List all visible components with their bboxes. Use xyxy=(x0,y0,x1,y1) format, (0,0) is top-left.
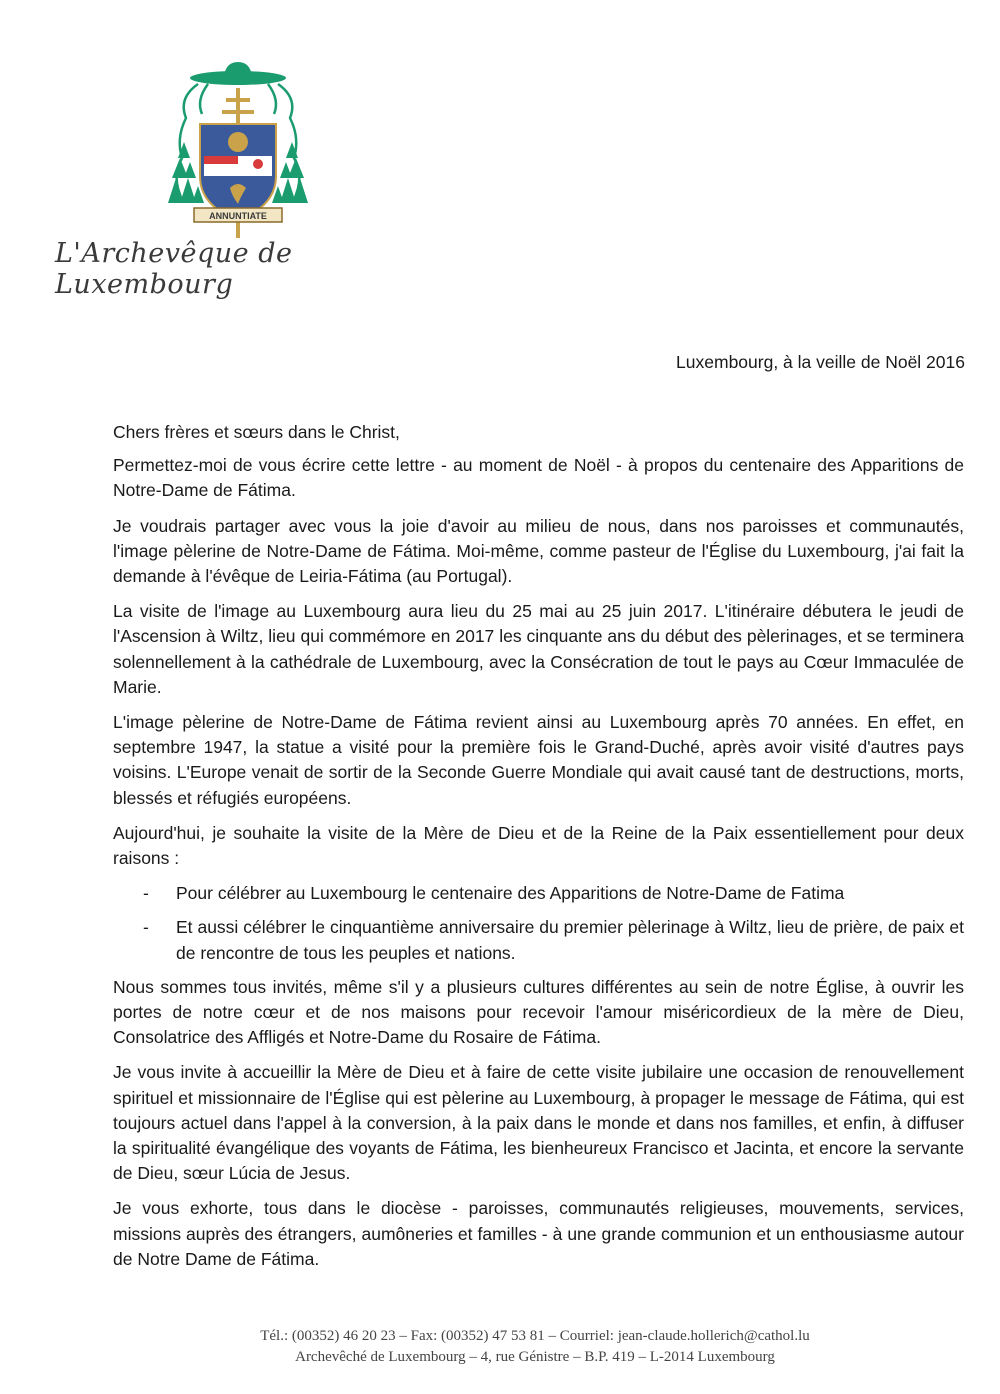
paragraph-7: Je vous invite à accueillir la Mère de Dieu et à faire de cette visite jubilaire une occasion de renouvellement spirituel et missionnaire de l'Église qui est pèlerine au Luxembourg, à propager le message de Fátima, qui est toujours actuel dans l'appel à la conversion, à la paix dans le monde et dans nos familles, et enfin, à diffuser la spiritualité évangélique des voyants de Fátima, les bienheureux Francisco et Jacinta, et encore la servante de Dieu, sœur Lúcia de Jesus. xyxy=(113,1062,964,1184)
archbishop-coat-of-arms xyxy=(158,58,318,248)
galero-hat-icon xyxy=(190,62,286,85)
paragraph-2: Je voudrais partager avec vous la joie d'avoir au milieu de nous, dans nos paroisses et communautés, l'image pèlerine de Notre-Dame de Fátima. Moi-même, comme pasteur de l'Église du Luxembourg, j'ai fait la demande à l'évêque de Leiria-Fátima (au Portugal). xyxy=(113,515,964,587)
reasons-list xyxy=(113,881,964,966)
paragraph-3: La visite de l'image au Luxembourg aura lieu du 25 mai au 25 juin 2017. L'itinéraire débutera le jeudi de l'Ascension à Wiltz, lieu qui commémore en 2017 les cinquante ans du début des pèlerinages, et se terminera solennellement à la cathédrale de Luxembourg, avec la Consécration de tout le pays au Cœur Immaculée de Marie. xyxy=(113,601,964,697)
letter-body xyxy=(113,420,964,1282)
paragraph-6: Nous sommes tous invités, même s'il y a plusieurs cultures différentes au sein de notre Église, à ouvrir les portes de notre cœur et de nos maisons pour recevoir l'amour miséricordieux de la mère de Dieu, Consolatrice des Affligés et Notre-Dame du Rosaire de Fátima. xyxy=(113,976,964,1048)
reason-1: Pour célébrer au Luxembourg le centenaire des Apparitions de Notre-Dame de Fatima xyxy=(176,883,845,904)
letter-date: Luxembourg, à la veille de Noël 2016 xyxy=(676,352,965,372)
paragraph-4: L'image pèlerine de Notre-Dame de Fátima revient ainsi au Luxembourg après 70 années. En effet, en septembre 1947, la statue a visité pour la première fois le Grand-Duché, après avoir visité d'autres pays voisins. L'Europe venait de sortir de la Seconde Guerre Mondiale qui avait causé tant de destructions, morts, blessés et réfugiés européens. xyxy=(113,712,964,808)
list-item xyxy=(113,881,964,906)
footer-contact-line: Tél.: (00352) 46 20 23 – Fax: (00352) 47 53 81 – Courriel: jean-claude.hollerich@cathol.lu xyxy=(260,1328,810,1344)
reason-2: Et aussi célébrer le cinquantième anniversaire du premier pèlerinage à Wiltz, lieu de prière, de paix et de rencontre de tous les peuples et nations. xyxy=(176,917,964,963)
list-dash: - xyxy=(143,883,149,904)
paragraph-8: Je vous exhorte, tous dans le diocèse - paroisses, communautés religieuses, mouvements, services, missions auprès des étrangers, aumôneries et familles - à une grande communion et un enthousiasme autour de Notre Dame de Fátima. xyxy=(113,1198,964,1269)
footer-address-line: Archevêché de Luxembourg – 4, rue Génistre – B.P. 419 – L-2014 Luxembourg xyxy=(295,1349,775,1365)
motto-banner xyxy=(194,208,282,222)
letterhead-signature: L'Archevêque de Luxembourg xyxy=(55,238,293,300)
letter-footer xyxy=(0,1326,1000,1368)
paragraph-5: Aujourd'hui, je souhaite la visite de la Mère de Dieu et de la Reine de la Paix essentiellement pour deux raisons : xyxy=(113,822,964,869)
list-dash: - xyxy=(143,917,149,938)
shield-icon xyxy=(200,124,276,220)
letter-greeting: Chers frères et sœurs dans le Christ, xyxy=(113,422,400,442)
motto-text: ANNUNTIATE xyxy=(209,211,267,221)
paragraph-1: Permettez-moi de vous écrire cette lettre - au moment de Noël - à propos du centenaire des Apparitions de Notre-Dame de Fátima. xyxy=(113,455,964,501)
list-item xyxy=(113,915,964,965)
